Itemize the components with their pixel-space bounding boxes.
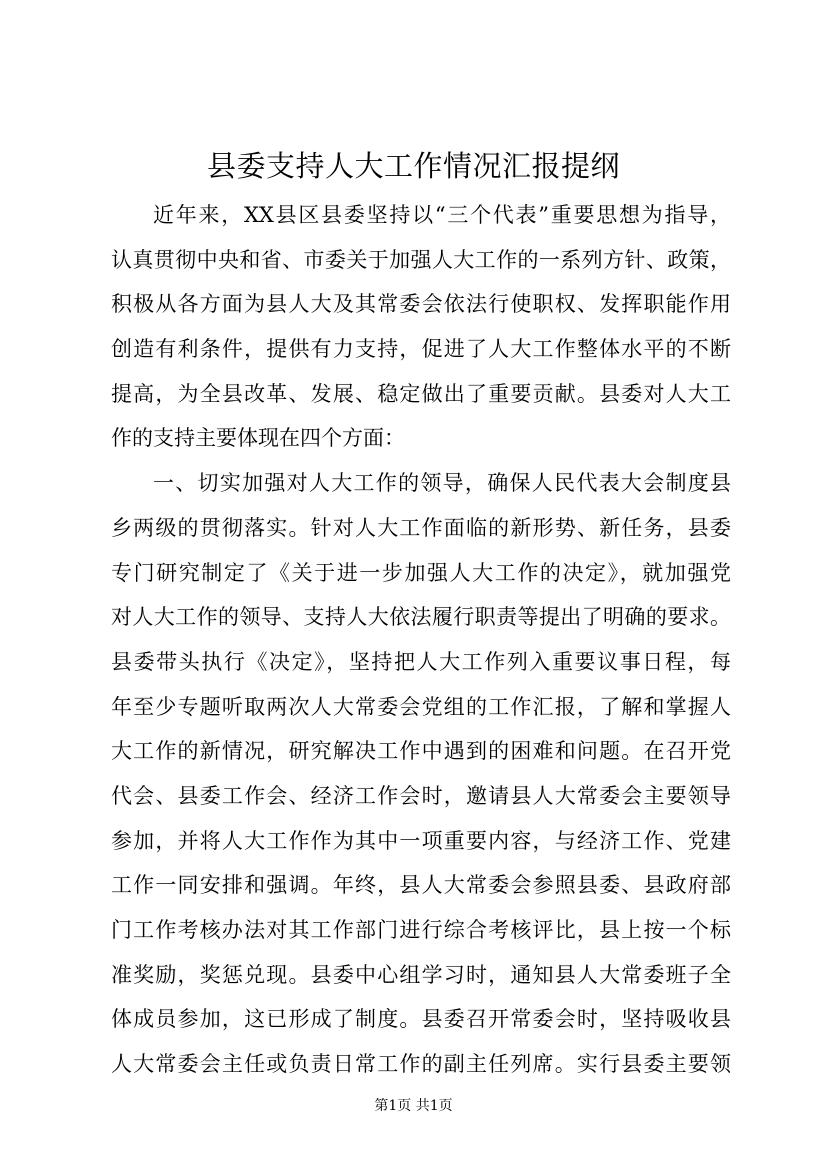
paragraph-line: 代会、县委工作会、经济工作会时，邀请县人大常委会主要领导	[111, 783, 731, 808]
paragraph-line: 积极从各方面为县人大及其常委会依法行使职权、发挥职能作用	[111, 292, 731, 317]
paragraph-line: 提高，为全县改革、发展、稳定做出了重要贡献。县委对人大工	[111, 381, 731, 406]
paragraph-line: 乡两级的贯彻落实。针对人大工作面临的新形势、新任务，县委	[111, 515, 731, 540]
paragraph-line: 创造有利条件，提供有力支持，促进了人大工作整体水平的不断	[111, 337, 731, 362]
paragraph-line: 大工作的新情况，研究解决工作中遇到的困难和问题。在召开党	[111, 739, 731, 764]
document-title: 县委支持人大工作情况汇报提纲	[206, 149, 620, 183]
paragraph-line: 人大常委会主任或负责日常工作的副主任列席。实行县委主要领	[111, 1052, 731, 1077]
paragraph-line: 一、切实加强对人大工作的领导，确保人民代表大会制度县	[153, 471, 731, 496]
page-number-footer: 第1页 共1页	[374, 1098, 453, 1114]
paragraph-line: 认真贯彻中央和省、市委关于加强人大工作的一系列方针、政策，	[111, 247, 731, 272]
paragraph-line: 县委带头执行《决定》，坚持把人大工作列入重要议事日程，每	[111, 649, 731, 674]
paragraph-line: 工作一同安排和强调。年终，县人大常委会参照县委、县政府部	[111, 873, 731, 898]
paragraph-line: 近年来，XX县区县委坚持以“三个代表”重要思想为指导，	[153, 203, 731, 227]
paragraph-line: 对人大工作的领导、支持人大依法履行职责等提出了明确的要求。	[111, 605, 731, 630]
paragraph-line: 作的支持主要体现在四个方面：	[111, 426, 405, 451]
paragraph-line: 参加，并将人大工作作为其中一项重要内容，与经济工作、党建	[111, 828, 731, 853]
document-body	[111, 193, 731, 1087]
paragraph-line: 准奖励，奖惩兑现。县委中心组学习时，通知县人大常委班子全	[111, 962, 731, 987]
paragraph-line: 门工作考核办法对其工作部门进行综合考核评比，县上按一个标	[111, 918, 731, 942]
paragraph-line: 专门研究制定了《关于进一步加强人大工作的决定》，就加强党	[111, 560, 731, 585]
paragraph-line: 年至少专题听取两次人大常委会党组的工作汇报，了解和掌握人	[111, 694, 731, 719]
paragraph-line: 体成员参加，这已形成了制度。县委召开常委会时，坚持吸收县	[111, 1007, 731, 1032]
